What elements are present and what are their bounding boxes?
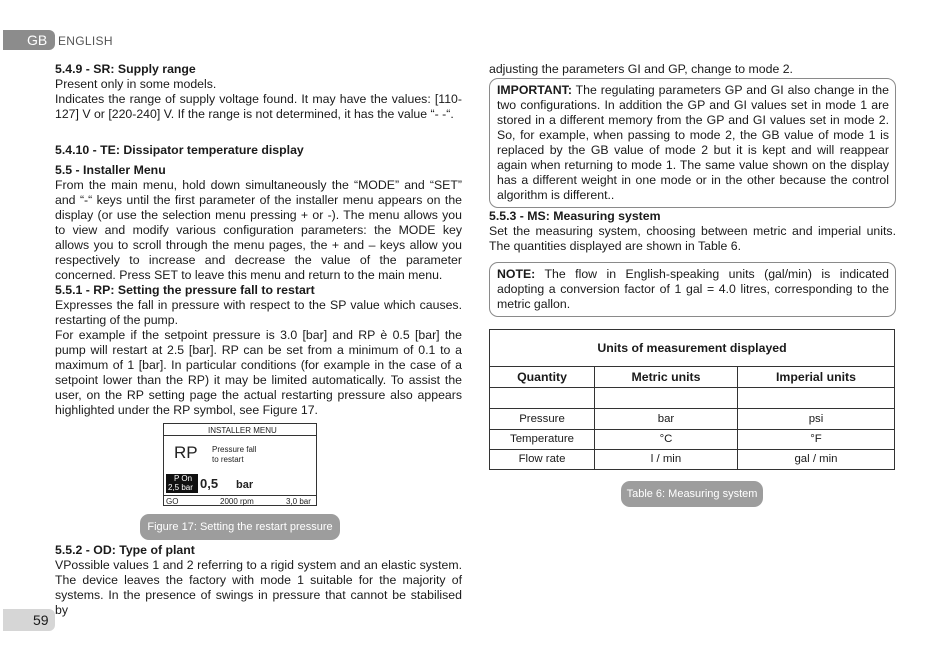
section-5-5-2-title: 5.5.2 - OD: Type of plant [55,543,195,557]
table-6-caption: Table 6: Measuring system [621,481,763,507]
note-box [489,262,896,317]
right-column [489,62,896,507]
important-label: IMPORTANT: [497,83,572,97]
display-unit: bar [236,479,254,491]
note-label: NOTE: [497,267,536,281]
table-cell: Temperature [490,430,595,450]
section-5-4-9-title: 5.4.9 - SR: Supply range [55,62,196,76]
note-text: The flow in English-speaking units (gal/min) is indicated adopting a conversion factor of 1 gal = 4.0 litres, corresponding to the metric gallon. [497,267,889,311]
section-5-5-3-title: 5.5.3 - MS: Measuring system [489,209,661,223]
table-cell: bar [595,409,738,430]
display-parameter-code: RP [174,443,198,462]
table-cell: °C [595,430,738,450]
section-5-4-10-title: 5.4.10 - TE: Dissipator temperature display [55,143,304,157]
section-5-5-1-text-2: For example if the setpoint pressure is 3.0 [bar] and RP è 0.5 [bar] the pump will restart at 2.5 [bar]. RP can be set from a minimum of 0.1 to a maximum of 1 [bar]. In particular conditions (for example in the case of a setpoint lower than the RP) it may be limited automatically. To assist the user, on the RP setting page the actual restarting pressure also appears highlighted under the RP symbol, see Figure 17. [55,328,462,417]
section-5-4-9-text-2: Indicates the range of supply voltage found. It may have the values: [110-127] V or [220-240] V. If the range is not determined, it has the value “- -“. [55,92,462,121]
section-5-4-9-text-1: Present only in some models. [55,77,217,91]
language-code: GB [27,32,48,48]
section-5-5-text: From the main menu, hold down simultaneously the “MODE” and “SET” and “-“ keys until the first parameter of the installer menu appears on the display (or use the selection menu pressing + or -). The menu allows you to view and modify various configuration parameters: the MODE key allows you to scroll through the menu pages, the + and – keys allow you respectively to increase and decrease the value of the parameter concerned. Press SET to leave this menu and return to the main menu. [55,178,462,282]
left-column [55,62,462,618]
section-5-5-2-text: VPossible values 1 and 2 referring to a rigid system and an elastic system. The device leaves the factory with mode 1 suitable for the majority of systems. In the presence of swings in pressure that cannot be stabilised by [55,558,462,617]
table-cell: Flow rate [490,450,595,470]
page-number [3,609,55,631]
installer-menu-display [163,423,317,506]
units-table [489,329,895,470]
language-tab [3,30,55,50]
display-restart-pressure-block [166,474,198,493]
table-header-imperial: Imperial units [738,367,895,388]
display-description-2: to restart [212,455,244,464]
display-rpm: 2000 rpm [220,497,254,506]
section-5-5-3-text: Set the measuring system, choosing between metric and imperial units. The quantities displayed are shown in Table 6. [489,224,896,253]
table-cell: psi [738,409,895,430]
section-5-5-1-text-1: Expresses the fall in pressure with respect to the SP value which causes. restarting of the pump. [55,298,462,327]
display-description-1: Pressure fall [212,445,257,454]
table-row [490,409,895,430]
display-pon-label: P On [174,474,193,483]
display-status: GO [166,497,179,506]
table-cell: gal / min [738,450,895,470]
important-box [489,78,896,208]
table-cell: °F [738,430,895,450]
section-5-5-title: 5.5 - Installer Menu [55,163,166,177]
table-row [490,450,895,470]
display-pon-value: 2,5 bar [168,483,193,492]
table-cell: l / min [595,450,738,470]
table-header-metric: Metric units [595,367,738,388]
display-pressure: 3,0 bar [286,497,311,506]
language-name: ENGLISH [58,34,113,48]
table-cell: Pressure [490,409,595,430]
section-5-5-1-title: 5.5.1 - RP: Setting the pressure fall to restart [55,283,315,297]
table-row [490,430,895,450]
figure-17-caption: Figure 17: Setting the restart pressure [140,514,340,540]
display-value: 0,5 [200,476,219,491]
table-row-empty [490,388,895,409]
continuation-text: adjusting the parameters GI and GP, change to mode 2. [489,62,793,76]
page-number-text: 59 [33,612,49,628]
table-header-quantity: Quantity [490,367,595,388]
important-text: The regulating parameters GP and GI also change in the two configurations. In addition the GP and GI values set in mode 1 are stored in a different memory from the GP and GI values set in mode 2. So, for example, when passing to mode 2, the GB value of mode 1 is replaced by the GB value of mode 2 but it is kept and will reappear again when returning to mode 1. The same value shown on the display has a different weight in one mode or in the other because the control algorithm is different.. [497,83,889,202]
table-title: Units of measurement displayed [490,330,895,367]
display-menu-title: INSTALLER MENU [208,426,277,435]
